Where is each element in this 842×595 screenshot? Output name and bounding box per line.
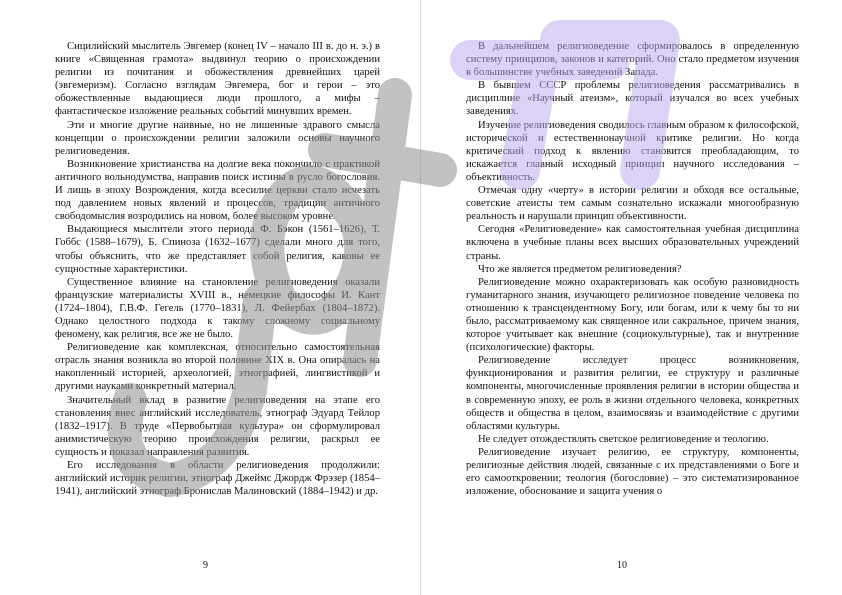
paragraph: Религиоведение изучает религию, ее структуру, компоненты, религиозные действия людей, связанные с их представлениями о Боге и его самооткровении; теология (богословие) – это систематизированное изложение, обоснование и защита учения о bbox=[466, 446, 799, 498]
paragraph: Эти и многие другие наивные, но не лишенные здравого смысла концепции о происхождении религии заложили основы научного религиоведения. bbox=[55, 119, 380, 157]
paragraph: Не следует отождествлять светское религиоведение и теологию. bbox=[478, 433, 769, 445]
paragraph: Выдающиеся мыслители этого периода Ф. Бэкон (1561–1626), Т. Гоббс (1588–1679), Б. Спиноза (1632–1677) сделали много для того, чтобы объяснить, что же представляет собой религия, каковы ее сущностные характеристики. bbox=[55, 224, 380, 275]
paragraph: Религиоведение исследует процесс возникновения, функционирования и развития религии, ее структуру и различные компоненты, многочисленные проявления религии в истории общества и в современную эпоху, ее роль в жизни отдельного человека, конкретных обществ и общества в целом, взаимосвязь и взаимодействие с другими областями культуры. bbox=[466, 355, 799, 432]
paragraph: Сицилийский мыслитель Эвгемер (конец IV – начало III в. до н. э.) в книге «Священная грамота» выдвинул теорию о происхождении религии из почитания и обожествления древнейших царей (эвгемеризм). Согласно взглядам Эвгемера, бог и герои – это обожествленные выдающиеся люди прошлого, а мифы – фантастическое изложение реальных событий минувших времен. bbox=[55, 41, 380, 118]
paragraph: Религиоведение как комплексная, относительно самостоятельная отрасль знания возникла во второй половине XIX в. Она опиралась на накопленный историей, археологией, этнографией, лингвистикой и другими науками конкретный материал. bbox=[55, 342, 380, 393]
paragraph: Что же является предметом религиоведения? bbox=[478, 263, 682, 275]
paragraph: Его исследования в области религиоведения продолжили: английский историк религии, этнограф Джеймс Джордж Фрэзер (1854–1941), английский этнограф Бронислав Малиновский (1884–1942) и др. bbox=[55, 460, 380, 498]
left-page-number: 9 bbox=[203, 560, 208, 571]
right-text-column bbox=[466, 40, 799, 498]
right-page-number: 10 bbox=[617, 560, 627, 571]
right-page bbox=[421, 0, 842, 595]
paragraph: Возникновение христианства на долгие века покончило с практикой античного вольнодумства, направив поиск истины в русло богословия. И лишь в эпоху Возрождения, когда всесилие церкви стало исчезать под давлением новых явлений и процессов, традиции античного свободомыслия возродились на новом, более высоком уровне. bbox=[55, 158, 380, 223]
paragraph: Религиоведение можно охарактеризовать как особую разновидность гуманитарного знания, изучающего религиозное поведение человека по отношению к трансцендентному Богу, или богам, или к чему бы то ни было, рассматриваемому как священное или сакральное, причем знания, которое учитывает как внешние (социокультурные), так и внутренние (психологические) факторы. bbox=[466, 276, 799, 354]
paragraph: Существенное влияние на становление религиоведения оказали французские материалисты XVIII в., немецкие философы И. Кант (1724–1804), Г.В.Ф. Гегель (1770–1831), Л. Фейербах (1804–1872). Однако целостного подхода к такому сложному социальному феномену, как религия, все же не было. bbox=[55, 276, 380, 341]
left-text-column bbox=[55, 40, 380, 498]
paragraph: Сегодня «Религиоведение» как самостоятельная учебная дисциплина включена в учебные планы всех высших образовательных учреждений страны. bbox=[466, 224, 799, 262]
paragraph: Изучение религиоведения сводилось главным образом к философской, исторической и естественнонаучной критике религии. Но когда критический подход к явлению становится преобладающим, то искажается главный исходный принцип научного исследования – объективность. bbox=[466, 119, 799, 183]
paragraph: В дальнейшем религиоведение сформировалось в определенную систему принципов, законов и категорий. Оно стало предметом изучения в большинстве учебных заведений Запада. bbox=[466, 41, 799, 79]
paragraph: В бывшем СССР проблемы религиоведения рассматривались в дисциплине «Научный атеизм», который изучался во всех учебных заведениях. bbox=[466, 80, 799, 118]
paragraph: Значительный вклад в развитие религиоведения на этапе его становления внес английский исследователь, этнограф Эдуард Тейлор (1832–1917). В труде «Первобытная культура» он сформулировал анимистическую теорию происхождения религии, раскрыл ее сущность и показал направления развития. bbox=[55, 394, 380, 458]
paragraph: Отмечая одну «черту» в истории религии и обходя все остальные, советские атеисты тем самым сознательно искажали многообразную реальность и нарушали принцип объективности. bbox=[466, 185, 799, 223]
